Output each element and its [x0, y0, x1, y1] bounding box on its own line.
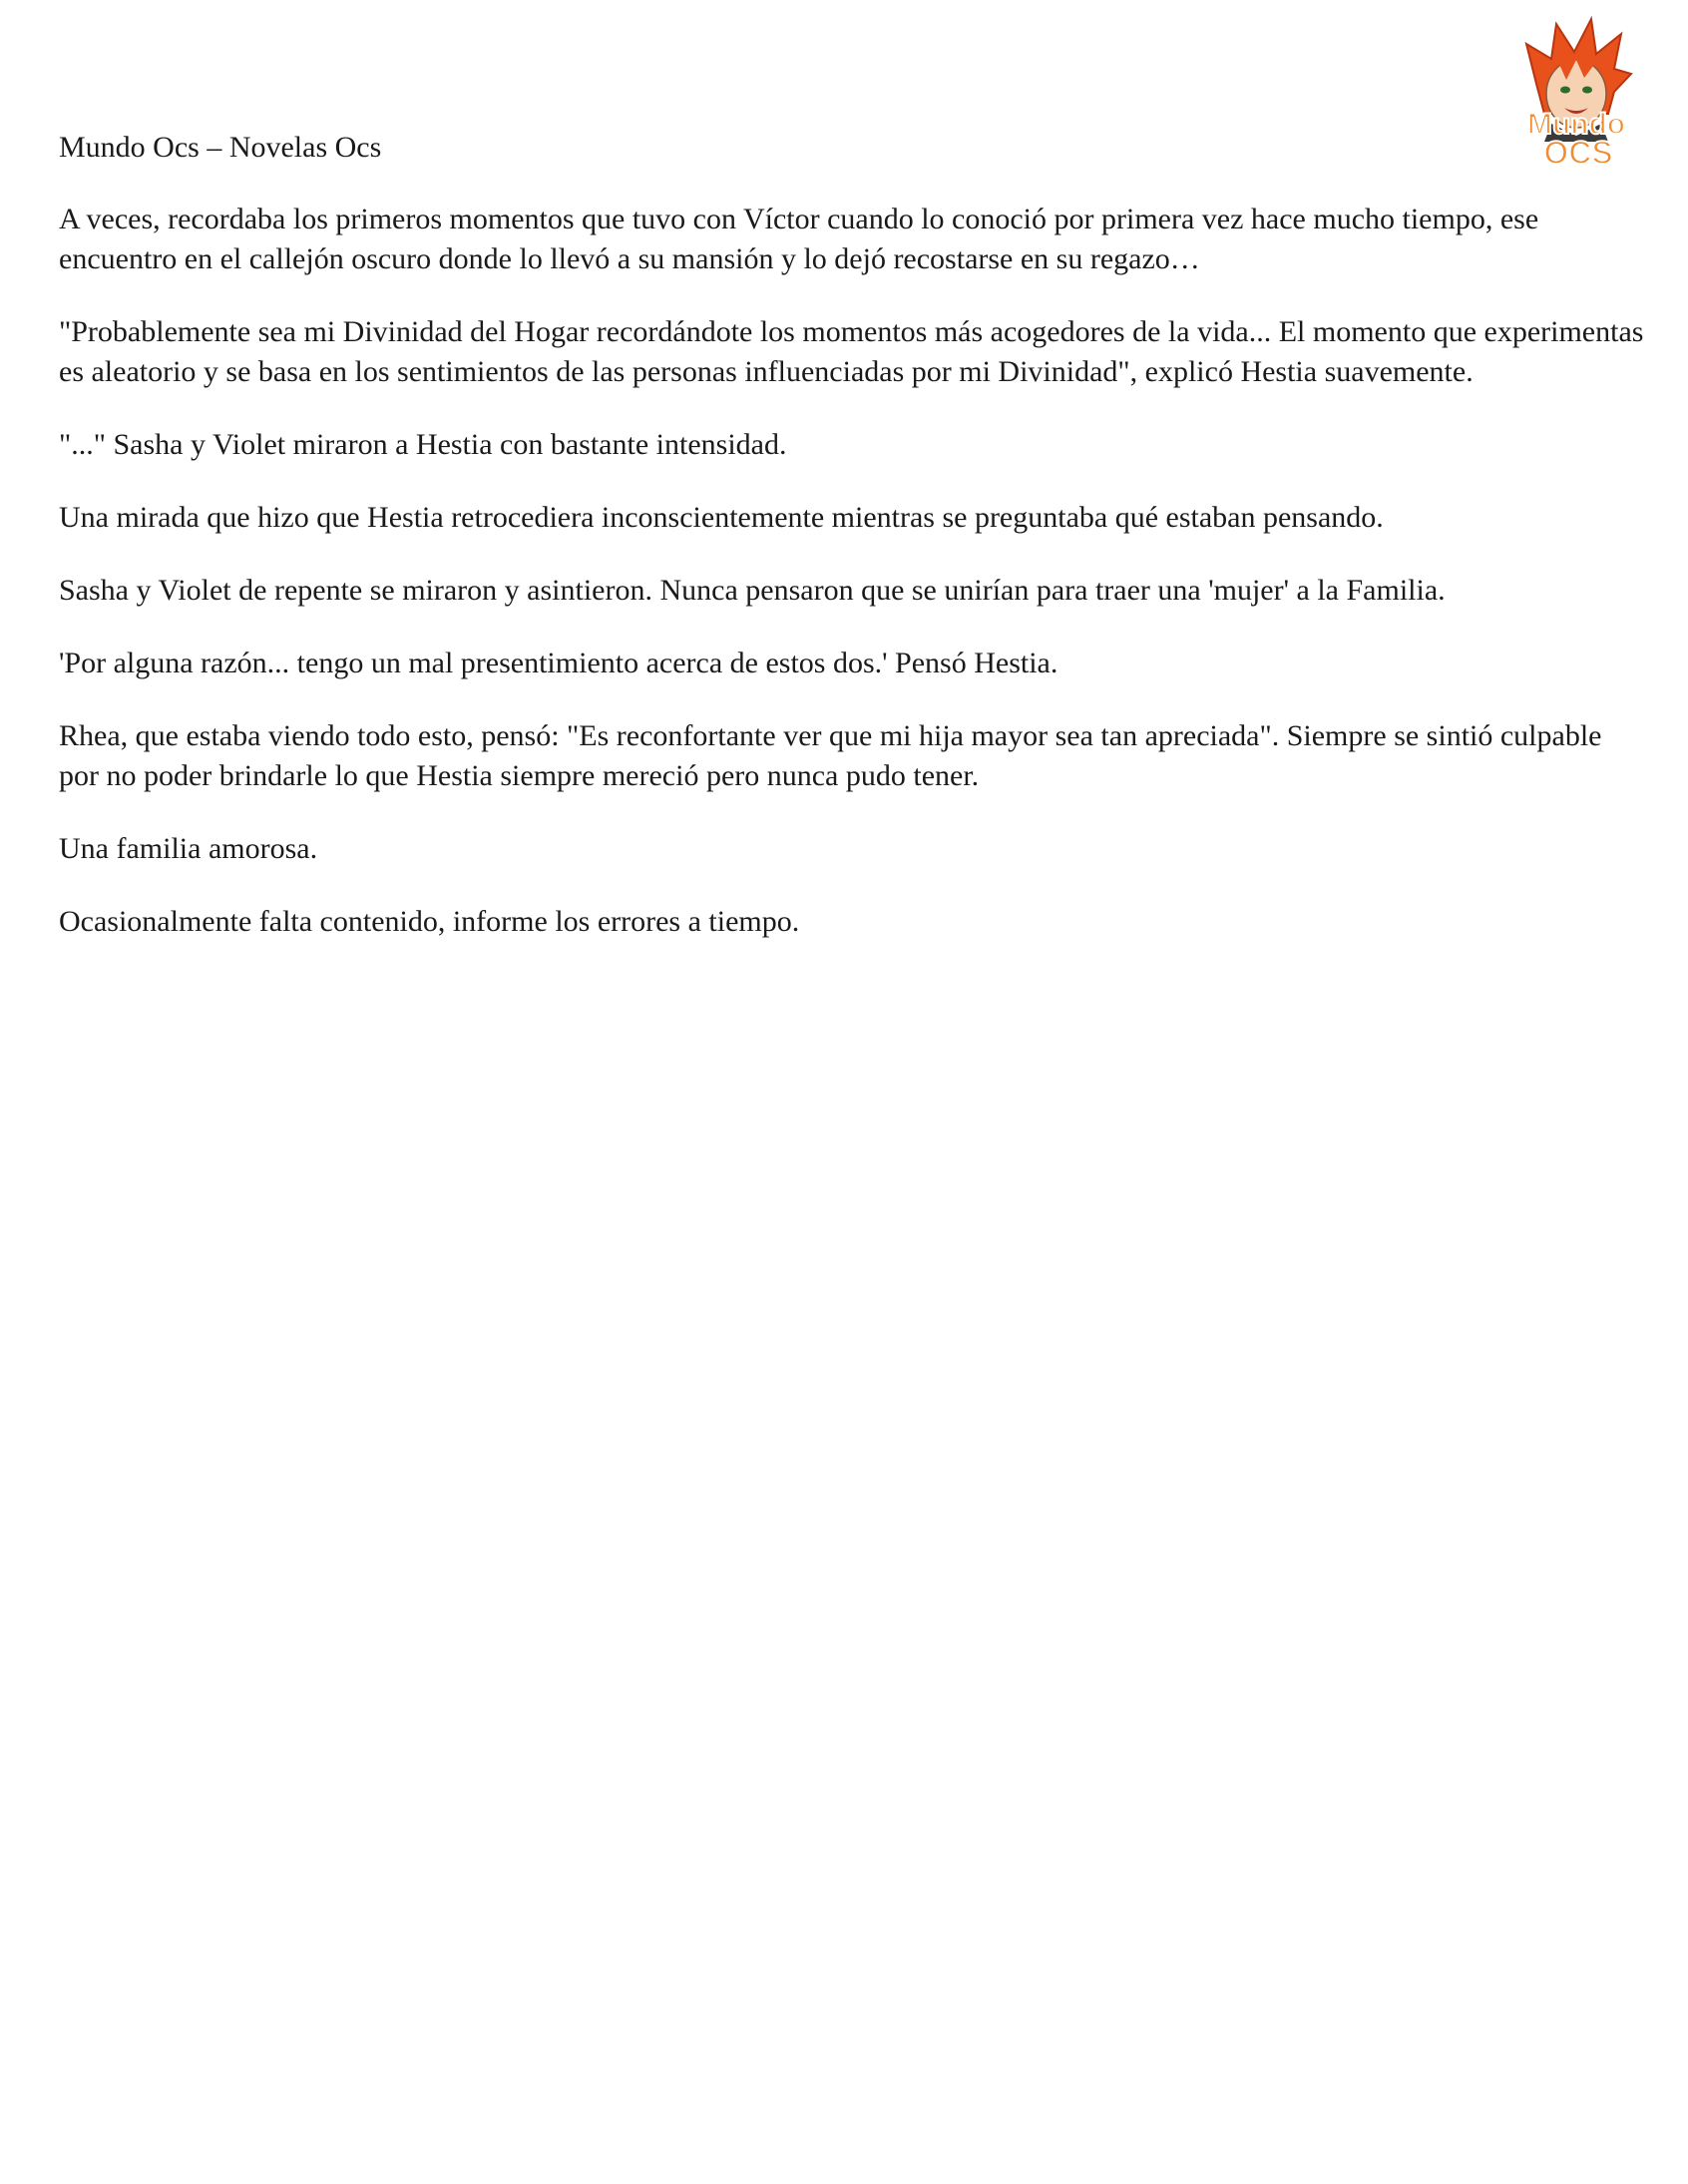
- paragraph: A veces, recordaba los primeros momentos que tuvo con Víctor cuando lo conoció por primera vez hace mucho tiempo, ese encuentro en el callejón oscuro donde lo llevó a su mansión y lo dejó recostarse en su regazo…: [59, 203, 1539, 275]
- logo-text-line2: OCS: [1543, 135, 1613, 171]
- paragraph: "..." Sasha y Violet miraron a Hestia con bastante intensidad.: [59, 428, 787, 461]
- document-header: Mundo Ocs – Novelas Ocs: [59, 131, 382, 164]
- paragraph: 'Por alguna razón... tengo un mal presentimiento acerca de estos dos.' Pensó Hestia.: [59, 647, 1058, 679]
- paragraph: Una familia amorosa.: [59, 832, 318, 865]
- paragraph: Ocasionalmente falta contenido, informe los errores a tiempo.: [59, 905, 800, 938]
- paragraph: Rhea, que estaba viendo todo esto, pensó: "Es reconfortante ver que mi hija mayor sea tan apreciada". Siempre se sintió culpable por no poder brindarle lo que Hestia siempre mereció pero nunca pudo tener.: [59, 719, 1602, 792]
- paragraph: Sasha y Violet de repente se miraron y asintieron. Nunca pensaron que se unirían para traer una 'mujer' a la Familia.: [59, 574, 1446, 607]
- paragraph: "Probablemente sea mi Divinidad del Hogar recordándote los momentos más acogedores de la vida... El momento que experimentas es aleatorio y se basa en los sentimientos de las personas influenciadas por mi Divinidad", explicó Hestia suavemente.: [59, 315, 1644, 388]
- paragraph: Una mirada que hizo que Hestia retrocediera inconscientemente mientras se preguntaba qué estaban pensando.: [59, 501, 1384, 534]
- logo-text-line1: Mundo: [1526, 108, 1626, 141]
- document-body: [59, 128, 1645, 975]
